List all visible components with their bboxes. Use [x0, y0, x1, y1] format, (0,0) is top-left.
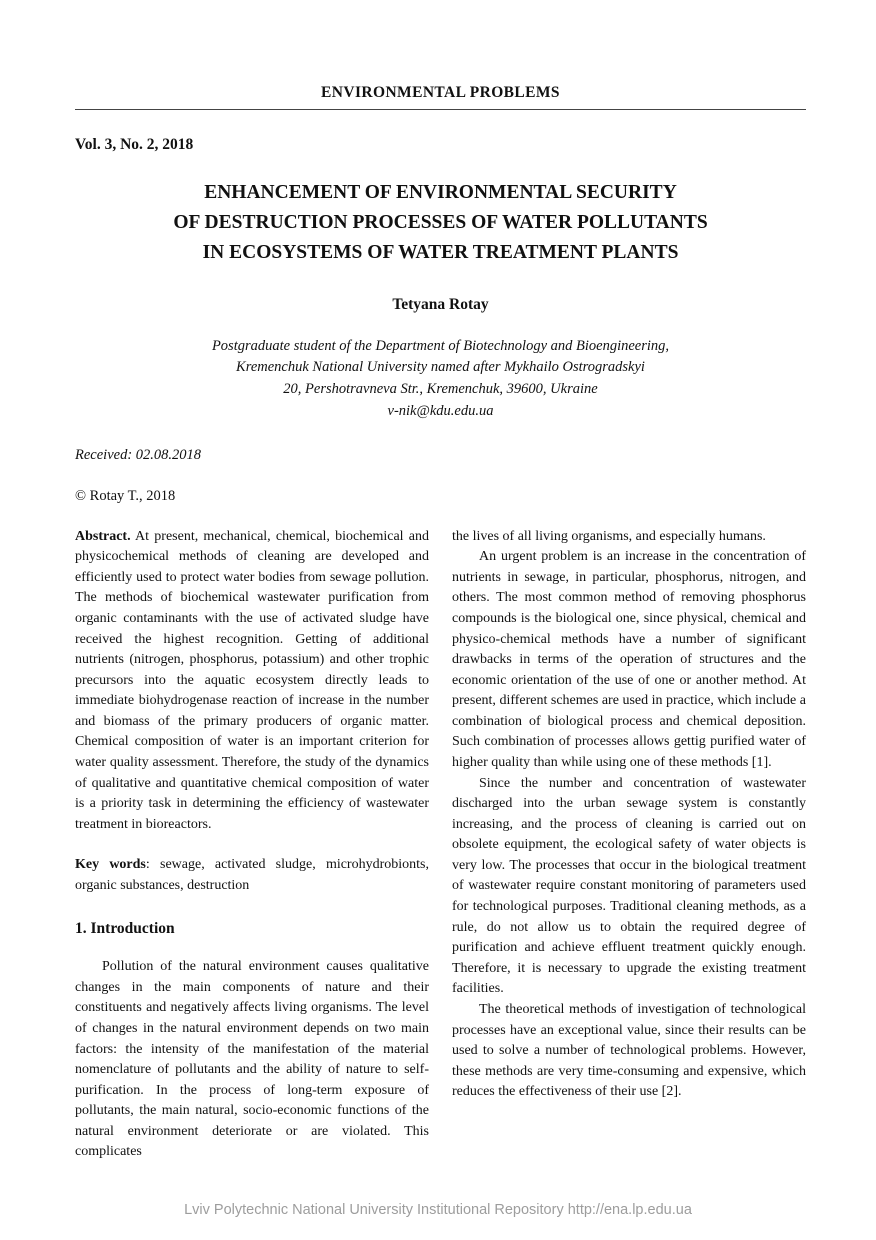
affiliation-line-2: Kremenchuk National University named after Mykhailo Ostrogradskyi	[236, 359, 645, 376]
header-rule	[75, 109, 806, 110]
keywords-text: : sewage, activated sludge, microhydrobionts, organic substances, destruction	[75, 857, 429, 893]
copyright-line: © Rotay T., 2018	[75, 487, 176, 504]
keywords-paragraph	[75, 855, 429, 896]
title-line-2: OF DESTRUCTION PROCESSES OF WATER POLLUTANTS	[173, 212, 708, 234]
left-column	[75, 527, 429, 1163]
body-paragraph: Since the number and concentration of wastewater discharged into the urban sewage system is constantly increasing, and the process of cleaning is carried out on obsolete equipment, the ecological safety of water objects is very low. The processes that occur in the biological treatment of wastewater require constant monitoring of parameters used for technological purposes. Traditional cleaning methods, as a rule, do not allow us to obtain the required degree of purification and achieve effluent treatment quickly enough. Therefore, it is necessary to upgrade the existing treatment facilities.	[452, 775, 806, 997]
right-column	[452, 527, 806, 1163]
title-line-1: ENHANCEMENT OF ENVIRONMENTAL SECURITY	[204, 182, 677, 203]
volume-line: Vol. 3, No. 2, 2018	[75, 136, 194, 153]
body-columns	[75, 527, 806, 1163]
author-name: Tetyana Rotay	[392, 295, 489, 313]
journal-header: ENVIRONMENTAL PROBLEMS	[321, 84, 560, 101]
affiliation-line-3: 20, Pershotravneva Str., Kremenchuk, 39600, Ukraine	[283, 381, 598, 398]
introduction-paragraph: Pollution of the natural environment causes qualitative changes in the main components of nature and their constituents and negatively affects living organisms. The level of changes in the natural environment depends on two main factors: the intensity of the manifestation of the material nomenclature of pollutants and the ability of nature to self-purification. In the process of long-term exposure of pollutants, the main natural, socio-economic functions of the natural environment deteriorate or are violated. This complicates	[75, 959, 429, 1160]
author-affiliation	[75, 336, 806, 423]
body-paragraph: the lives of all living organisms, and especially humans.	[452, 528, 766, 544]
abstract-label: Abstract.	[75, 528, 131, 544]
section-heading-introduction: 1. Introduction	[75, 920, 175, 938]
abstract-paragraph	[75, 527, 429, 836]
body-paragraph: An urgent problem is an increase in the concentration of nutrients in sewage, in particular, phosphorus, nitrogen, and others. The most common method of removing phosphorus compounds is the biological one, since physical, chemical and physico-chemical methods have a number of significant drawbacks in terms of the operation of structures and the economic orientation of the use of one or another method. At present, different schemes are used in practice, which include a combination of biological process and chemical deposition. Such combination of processes allows gettig purified water of higher quality than while using one of these methods [1].	[452, 549, 806, 771]
keywords-label: Key words	[75, 857, 146, 873]
received-date: Received: 02.08.2018	[75, 446, 202, 463]
paper-title	[75, 178, 806, 269]
abstract-text: At present, mechanical, chemical, biochemical and physicochemical methods of cleaning are developed and efficiently used to protect water bodies from sewage pollution. The methods of biochemical wastewater purification from organic contaminants with the use of activated sludge have received the highest recognition. Getting of additional nutrients (nitrogen, phosphorus, potassium) and other trophic precursors into the aquatic ecosystem directly leads to immediate biohydrogenase reaction of increase in the number and biomass of the primary producers of organic matter. Chemical composition of water is an important criterion for water quality assessment. Therefore, the study of the dynamics of qualitative and quantitative chemical composition of water is a priority task in determining the efficiency of wastewater treatment in bioreactors.	[75, 528, 429, 832]
author-email: v-nik@kdu.edu.ua	[387, 402, 494, 419]
repository-footer: Lviv Polytechnic National University Institutional Repository http://ena.lp.edu.ua	[184, 1202, 692, 1218]
body-paragraph: The theoretical methods of investigation of technological processes have an exceptional value, since their results can be used to solve a number of technological problems. However, these methods are very time-consuming and expensive, which reduces the effectiveness of their use [2].	[452, 1001, 806, 1100]
affiliation-line-1: Postgraduate student of the Department of Biotechnology and Bioengineering,	[211, 337, 670, 354]
title-line-3: IN ECOSYSTEMS OF WATER TREATMENT PLANTS	[202, 242, 679, 264]
